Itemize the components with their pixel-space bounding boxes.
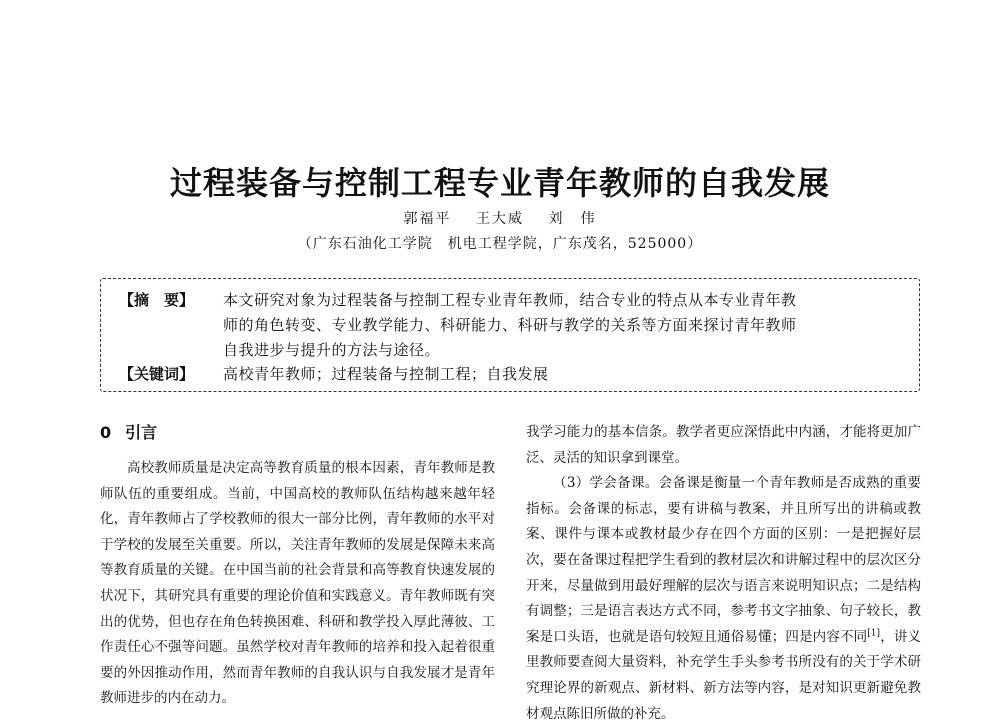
- body-paragraph: [526, 471, 921, 727]
- paragraph-text: ，讲义里教师要查阅大量资料，补充学生手头参考书所没有的关于学术研究理论界的新观点、新材料、新方法等内容，是对知识更新避免教材观点陈旧所做的补充。: [526, 628, 922, 722]
- left-column: [100, 420, 495, 712]
- paper-title: 过程装备与控制工程专业青年教师的自我发展: [169, 164, 830, 202]
- author-name: 刘 伟: [548, 211, 597, 227]
- body-paragraph: 我学习能力的基本信条。教学者更应深悟此中内涵，才能将更加广泛、灵活的知识拿到课堂。: [526, 424, 921, 466]
- abstract-line: 师的角色转变、专业教学能力、科研能力、科研与教学的关系等方面来探讨青年教师: [223, 316, 797, 334]
- section-heading: [100, 420, 495, 446]
- author-list: [0, 208, 1000, 228]
- citation-marker[interactable]: [1]: [867, 628, 881, 639]
- affiliation: （广东石油化工学院 机电工程学院，广东茂名，525000）: [297, 236, 703, 252]
- section-number: 0: [100, 423, 112, 442]
- right-column: [526, 420, 921, 727]
- body-paragraph: 高校教师质量是决定高等教育质量的根本因素，青年教师是教师队伍的重要组成。当前，中国高校的教师队伍结构越来越年轻化，青年教师占了学校教师的很大一部分比例，青年教师的水平对于学校的发展至关重要。所以，关注青年教师的发展是保障未来高等教育质量的关键。在中国当前的社会背景和高等教育快速发展的状况下，其研究具有重要的理论价值和实践意义。青年教师既有突出的优势，但也存在角色转换困难、科研和教学投入厚此薄彼、工作责任心不强等问题。虽然学校对青年教师的培养和投入起着很重要的外因推动作用，然而青年教师的自我认识与自我发展才是青年教师进步的内在动力。: [100, 460, 495, 707]
- author-name: 郭福平: [403, 211, 452, 227]
- abstract-line: 自我进步与提升的方法与途径。: [223, 341, 441, 359]
- abstract-box: [100, 278, 920, 392]
- abstract-line: 本文研究对象为过程装备与控制工程专业青年教师，结合专业的特点从本专业青年教: [223, 291, 797, 309]
- keywords-label: 【关键词】: [119, 365, 195, 383]
- section-title: 引言: [125, 423, 158, 442]
- abstract-label: 【摘 要】: [119, 291, 195, 309]
- keywords-text: 高校青年教师；过程装备与控制工程；自我发展: [223, 365, 549, 383]
- paragraph-text: （3）学会备课。会备课是衡量一个青年教师是否成熟的重要指标。会备课的标志，要有讲稿与教案，并且所写出的讲稿或教案、课件与课本或教材最少存在四个方面的区别：一是把握好层次，要在备课过程把学生看到的教材层次和讲解过程中的层次区分开来，尽量做到用最好理解的层次与语言来说明知识点；二是结构有调整；三是语言表达方式不同，参考书文字抽象、句子较长，教案是口头语，也就是语句较短且通俗易懂；四是内容不同: [526, 475, 921, 645]
- author-name: 王大威: [476, 211, 524, 227]
